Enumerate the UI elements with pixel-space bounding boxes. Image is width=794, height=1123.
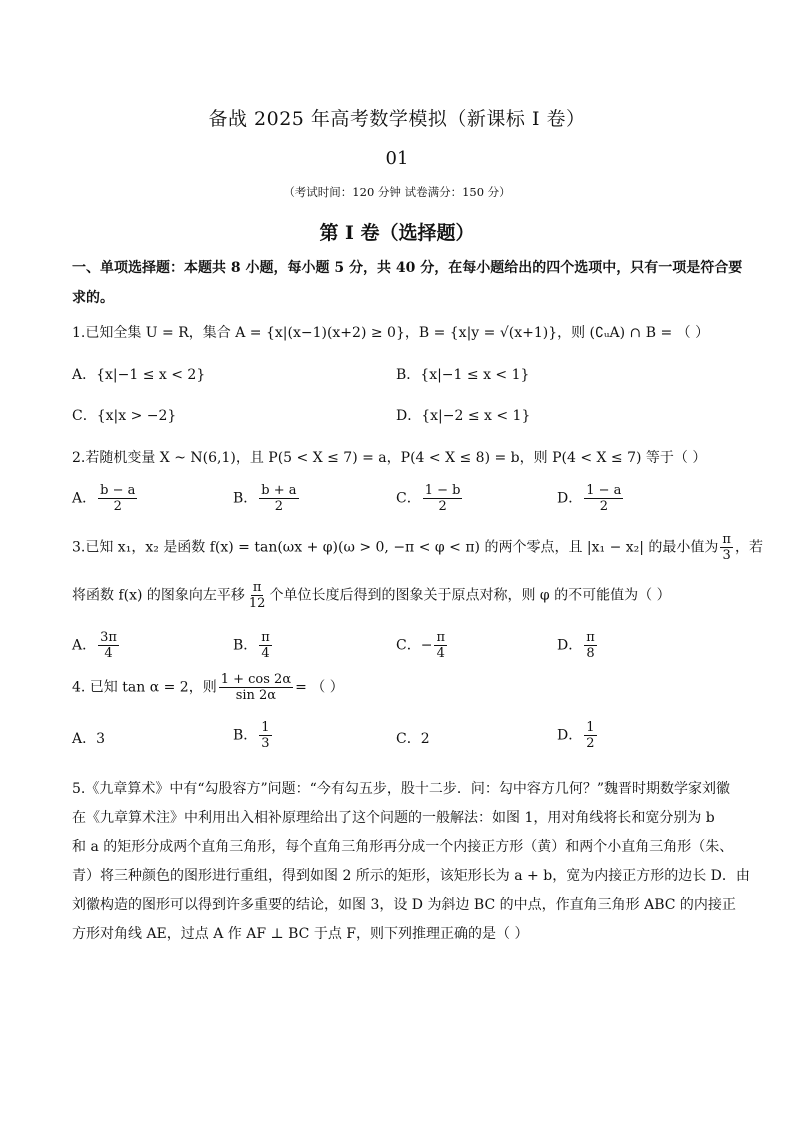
q4-option-c: C．2 <box>396 731 430 747</box>
exam-subtitle: 01 <box>385 148 409 169</box>
instructions-line-1: 一、单项选择题：本题共 8 小题，每小题 5 分，共 40 分，在每小题给出的四个选项中，只有一项是符合要 <box>72 260 743 276</box>
q3-option-d: D． $\frac{\pi}{8}$ <box>557 630 595 661</box>
q5-line-1: 5.《九章算术》中有“勾股容方”问题：“今有勾五步，股十二步．问：勾中容方几何？”魏晋时期数学家刘徽 <box>72 781 730 797</box>
q1-stem: 1.已知全集 U = R，集合 A = {x|(x−1)(x+2) ≥ 0}，B = {x|y = √(x+1)}，则 (∁ᵤA) ∩ B = （ ） <box>72 325 710 341</box>
q1-option-c: C．{x|x > −2} <box>72 408 177 424</box>
exam-title: 备战 2025 年高考数学模拟（新课标 I 卷） <box>208 108 586 130</box>
q1-option-a: A．{x|−1 ≤ x < 2} <box>72 367 206 383</box>
q2-option-b: B． $\frac{b + a}{2}$ <box>233 483 297 514</box>
q2-option-c: C． $\frac{1 - b}{2}$ <box>396 483 461 514</box>
q1-option-d: D．{x|−2 ≤ x < 1} <box>396 408 531 424</box>
q4-option-d: D． $\frac{1}{2}$ <box>557 720 595 751</box>
section-title: 第 I 卷（选择题） <box>319 222 475 244</box>
q5-line-4: 青）将三种颜色的图形进行重组，得到如图 2 所示的矩形，该矩形长为 a + b，宽为内接正方形的边长 D．由 <box>72 868 750 884</box>
q5-line-2: 在《九章算术注》中利用出入相补原理给出了这个问题的一般解法：如图 1，用对角线将长和宽分别为 b <box>72 810 715 826</box>
q4-option-b: B． $\frac{1}{3}$ <box>233 720 270 751</box>
q3-stem-line-2: 将函数 f(x) 的图象向左平移 $\frac{\pi}{12}$ 个单位长度后得到的图象关于原点对称，则 φ 的不可能值为（ ） <box>72 580 671 611</box>
q3-stem-line-1: 3.已知 x₁，x₂ 是函数 f(x) = tan(ωx + φ)(ω > 0, −π < φ < π) 的两个零点，且 |x₁ − x₂| 的最小值为 $\frac{\pi}{3}$ ，若 <box>72 532 763 563</box>
q2-stem: 2.若随机变量 X ~ N(6,1)，且 P(5 < X ≤ 7) = a，P(4 < X ≤ 8) = b，则 P(4 < X ≤ 7) 等于（ ） <box>72 450 707 466</box>
q3-option-b: B． $\frac{\pi}{4}$ <box>233 630 270 661</box>
q4-stem: 4. 已知 tan α = 2，则 $\frac{1 + \cos 2\alpha}{\sin 2\alpha}$ = （ ） <box>72 672 344 703</box>
exam-info: （考试时间：120 分钟 试卷满分：150 分） <box>283 185 511 199</box>
q3-option-a: A． $\frac{3\pi}{4}$ <box>72 630 117 661</box>
q5-line-3: 和 a 的矩形分成两个直角三角形，每个直角三角形再分成一个内接正方形（黄）和两个小直角三角形（朱、 <box>72 839 734 855</box>
q5-line-5: 刘徽构造的图形可以得到许多重要的结论，如图 3，设 D 为斜边 BC 的中点，作直角三角形 ABC 的内接正 <box>72 897 736 913</box>
q3-option-c: C．− $\frac{\pi}{4}$ <box>396 630 445 661</box>
q1-option-b: B．{x|−1 ≤ x < 1} <box>396 367 530 383</box>
instructions-line-2: 求的。 <box>72 290 114 306</box>
q2-option-d: D． $\frac{1 - a}{2}$ <box>557 483 622 514</box>
q5-line-6: 方形对角线 AE，过点 A 作 AF ⊥ BC 于点 F，则下列推理正确的是（ ） <box>72 926 529 942</box>
q4-option-a: A．3 <box>72 731 106 747</box>
q2-option-a: A． $\frac{b - a}{2}$ <box>72 483 136 514</box>
